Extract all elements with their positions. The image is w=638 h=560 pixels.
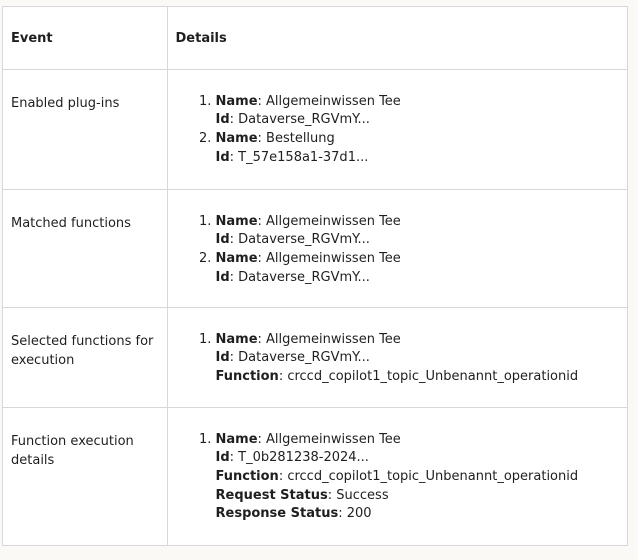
name-key: Name	[215, 250, 258, 266]
details-list	[168, 93, 628, 168]
name-field: 1. Name: Allgemeinwissen Tee	[215, 331, 401, 347]
details-list	[168, 431, 628, 525]
function-field: Function: crccd_copilot1_topic_Unbenannt_operationid	[215, 368, 579, 384]
response-status-value: 200	[346, 506, 372, 522]
id-field: Id: Dataverse_RGVmY...	[215, 232, 370, 248]
id-key: Id	[215, 232, 230, 248]
name-key: Name	[215, 213, 258, 229]
name-value: Allgemeinwissen Tee	[266, 431, 401, 447]
id-field: Id: T_57e158a1-37d1...	[215, 149, 369, 165]
details-list-item	[216, 250, 628, 287]
request-status-field: Request Status: Success	[215, 487, 389, 503]
function-key: Function	[215, 468, 279, 484]
id-key: Id	[215, 149, 230, 165]
details-list-item	[216, 213, 628, 250]
name-key: Name	[215, 431, 258, 447]
details-cell	[167, 189, 627, 307]
events-table-container	[2, 6, 628, 546]
id-key: Id	[215, 450, 230, 466]
details-list	[168, 213, 628, 288]
table-row	[3, 407, 627, 545]
name-value: Bestellung	[266, 130, 335, 146]
table-row	[3, 69, 627, 189]
column-header-details: Details	[167, 7, 627, 69]
function-field: Function: crccd_copilot1_topic_Unbenannt_operationid	[215, 468, 579, 484]
name-value: Allgemeinwissen Tee	[266, 331, 401, 347]
details-list-item	[216, 431, 628, 525]
events-table	[3, 7, 627, 545]
function-value: crccd_copilot1_topic_Unbenannt_operationid	[287, 468, 579, 484]
id-field: Id: Dataverse_RGVmY...	[215, 350, 370, 366]
table-header-row	[3, 7, 627, 69]
name-value: Allgemeinwissen Tee	[266, 93, 401, 109]
response-status-field: Response Status: 200	[215, 506, 372, 522]
event-cell: Enabled plug-ins	[3, 69, 167, 189]
name-field: 2. Name: Bestellung	[215, 130, 335, 146]
table-row	[3, 307, 627, 407]
column-header-event: Event	[3, 7, 167, 69]
name-field: 1. Name: Allgemeinwissen Tee	[215, 431, 401, 447]
name-key: Name	[215, 331, 258, 347]
id-field: Id: Dataverse_RGVmY...	[215, 112, 370, 128]
event-cell: Selected functions for execution	[3, 307, 167, 407]
table-row	[3, 189, 627, 307]
id-value: Dataverse_RGVmY...	[238, 112, 370, 128]
id-value: Dataverse_RGVmY...	[238, 232, 370, 248]
function-key: Function	[215, 368, 279, 384]
function-value: crccd_copilot1_topic_Unbenannt_operationid	[287, 368, 579, 384]
id-value: T_57e158a1-37d1...	[238, 149, 369, 165]
id-field: Id: T_0b281238-2024...	[215, 450, 369, 466]
details-list-item	[216, 331, 628, 387]
name-value: Allgemeinwissen Tee	[266, 213, 401, 229]
details-cell	[167, 307, 627, 407]
request-status-key: Request Status	[215, 487, 328, 503]
id-key: Id	[215, 350, 230, 366]
details-cell	[167, 407, 627, 545]
name-field: 1. Name: Allgemeinwissen Tee	[215, 213, 401, 229]
event-cell: Matched functions	[3, 189, 167, 307]
request-status-value: Success	[336, 487, 389, 503]
name-value: Allgemeinwissen Tee	[266, 250, 401, 266]
details-list-item	[216, 130, 628, 167]
id-value: Dataverse_RGVmY...	[238, 269, 370, 285]
name-key: Name	[215, 93, 258, 109]
details-cell	[167, 69, 627, 189]
details-list-item	[216, 93, 628, 130]
details-list	[168, 331, 628, 387]
id-key: Id	[215, 269, 230, 285]
id-key: Id	[215, 112, 230, 128]
name-field: 2. Name: Allgemeinwissen Tee	[215, 250, 401, 266]
response-status-key: Response Status	[215, 506, 339, 522]
name-key: Name	[215, 130, 258, 146]
id-value: T_0b281238-2024...	[238, 450, 369, 466]
name-field: 1. Name: Allgemeinwissen Tee	[215, 93, 401, 109]
id-field: Id: Dataverse_RGVmY...	[215, 269, 370, 285]
id-value: Dataverse_RGVmY...	[238, 350, 370, 366]
event-cell: Function execution details	[3, 407, 167, 545]
